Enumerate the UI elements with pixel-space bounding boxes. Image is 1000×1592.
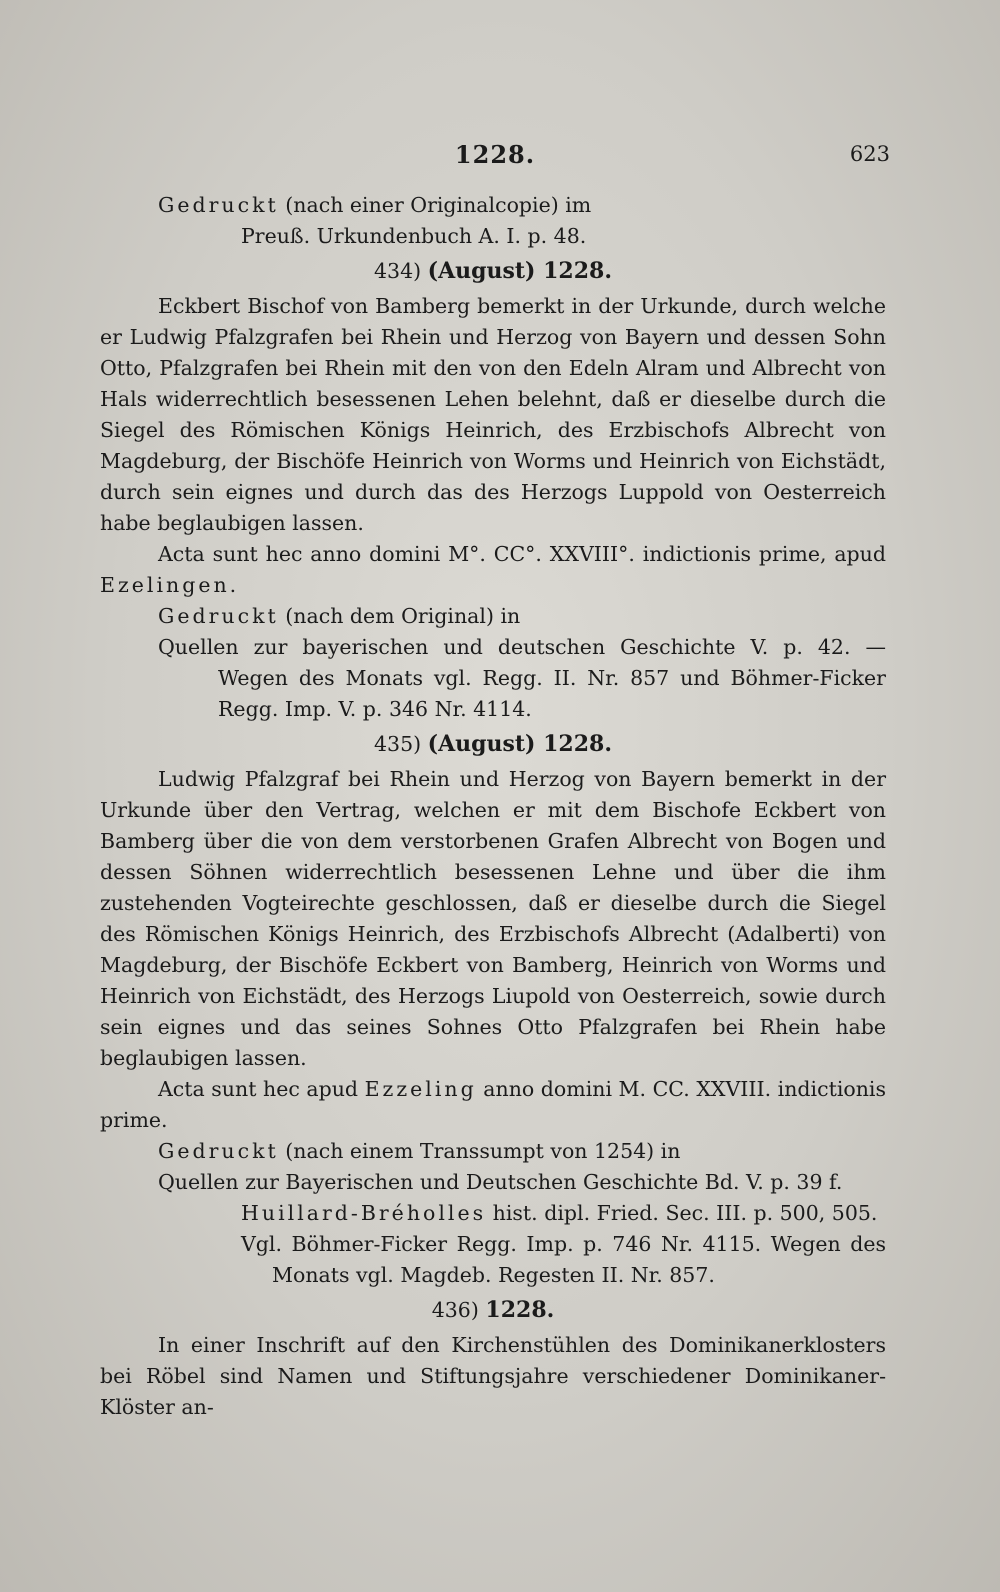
acta-text: Acta sunt hec anno domini M°. CC°. XXVIII°. indictionis prime, apud (158, 542, 886, 566)
reference-detail: hist. dipl. Fried. Sec. III. p. 500, 505. (486, 1201, 878, 1225)
entry-date: 1228. (485, 1297, 555, 1323)
printed-source: (nach dem Original) in (278, 604, 521, 628)
printed-note-434 (100, 601, 886, 632)
printed-label: Gedruckt (158, 1139, 279, 1163)
printed-label: Gedruckt (158, 604, 279, 628)
entry-heading-434 (100, 256, 886, 287)
running-year: 1228. (454, 140, 536, 169)
printed-reference-435a: Quellen zur Bayerischen und Deutschen Geschichte Bd. V. p. 39 f. (158, 1170, 843, 1194)
acta-end: . (229, 573, 237, 597)
author-name: Huillard-Bréholles (241, 1201, 487, 1225)
acta-text: Acta sunt hec apud (158, 1077, 365, 1101)
running-header (100, 140, 890, 170)
entry-text-435: Ludwig Pfalzgraf bei Rhein und Herzog von Bayern bemerkt in der Urkunde über den Vertrag, welchen er mit dem Bischofe Eckbert von Bamberg über die von dem verstorbenen Grafen Albrecht von Bogen und dessen Söhnen widerrechtlich besessenen Lehne und über die ihm zustehenden Vogteirechte geschlossen, daß er dieselbe durch die Siegel des Römischen Königs Heinrich, des Erzbischofs Albrecht (Adalberti) von Magdeburg, der Bischöfe Eckbert von Bamberg, Heinrich von Worms und Heinrich von Eichstädt, des Herzogs Liupold von Oesterreich, sowie durch sein eignes und das seines Sohnes Otto Pfalzgrafen bei Rhein habe beglaubigen lassen. (100, 767, 886, 1070)
acta-line-435 (100, 1074, 886, 1136)
printed-note (100, 190, 886, 221)
entry-number: 435) (373, 732, 422, 756)
printed-source: (nach einem Transsumpt von 1254) in (278, 1139, 681, 1163)
acta-place: Ezzeling (364, 1077, 477, 1101)
acta-line-434 (100, 539, 886, 601)
acta-end: anno domini M. CC. XXVIII. indictionis prime. (100, 1077, 887, 1132)
entry-heading-436 (100, 1295, 886, 1326)
entry-date: (August) 1228. (427, 258, 613, 284)
printed-source: (nach einer Originalcopie) im (278, 193, 592, 217)
printed-reference: Preuß. Urkundenbuch A. I. p. 48. (241, 224, 587, 248)
page-body (100, 190, 886, 1423)
entry-text-436: In einer Inschrift auf den Kirchenstühlen des Dominikanerklosters bei Röbel sind Namen und Stiftungsjahre verschiedener Dominikaner-Klöster an- (100, 1333, 886, 1419)
entry-text-434: Eckbert Bischof von Bamberg bemerkt in der Urkunde, durch welche er Ludwig Pfalzgrafen bei Rhein und Herzog von Bayern und dessen Sohn Otto, Pfalzgrafen bei Rhein mit den von den Edeln Alram und Albrecht von Hals widerrechtlich besessenen Lehen belehnt, daß er dieselbe durch die Siegel des Römischen Königs Heinrich, des Erzbischofs Albrecht von Magdeburg, der Bischöfe Heinrich von Worms und Heinrich von Eichstädt, durch sein eignes und durch das des Herzogs Luppold von Oesterreich habe beglaubigen lassen. (100, 294, 886, 535)
printed-reference-434: Quellen zur bayerischen und deutschen Geschichte V. p. 42. — Wegen des Monats vgl. Regg. II. Nr. 857 und Böhmer-Ficker Regg. Imp. V. p. 346 Nr. 4114. (158, 635, 886, 721)
entry-number: 434) (373, 259, 422, 283)
printed-reference-435c: Vgl. Böhmer-Ficker Regg. Imp. p. 746 Nr. 4115. Wegen des Monats vgl. Magdeb. Regesten II. Nr. 857. (241, 1232, 886, 1287)
printed-label: Gedruckt (158, 193, 279, 217)
printed-note-435 (100, 1136, 886, 1167)
entry-number: 436) (431, 1298, 479, 1322)
entry-heading-435 (100, 729, 886, 760)
page-number: 623 (849, 142, 890, 166)
acta-place: Ezelingen (100, 573, 230, 597)
printed-reference-435b (100, 1198, 886, 1229)
entry-date: (August) 1228. (427, 731, 613, 757)
